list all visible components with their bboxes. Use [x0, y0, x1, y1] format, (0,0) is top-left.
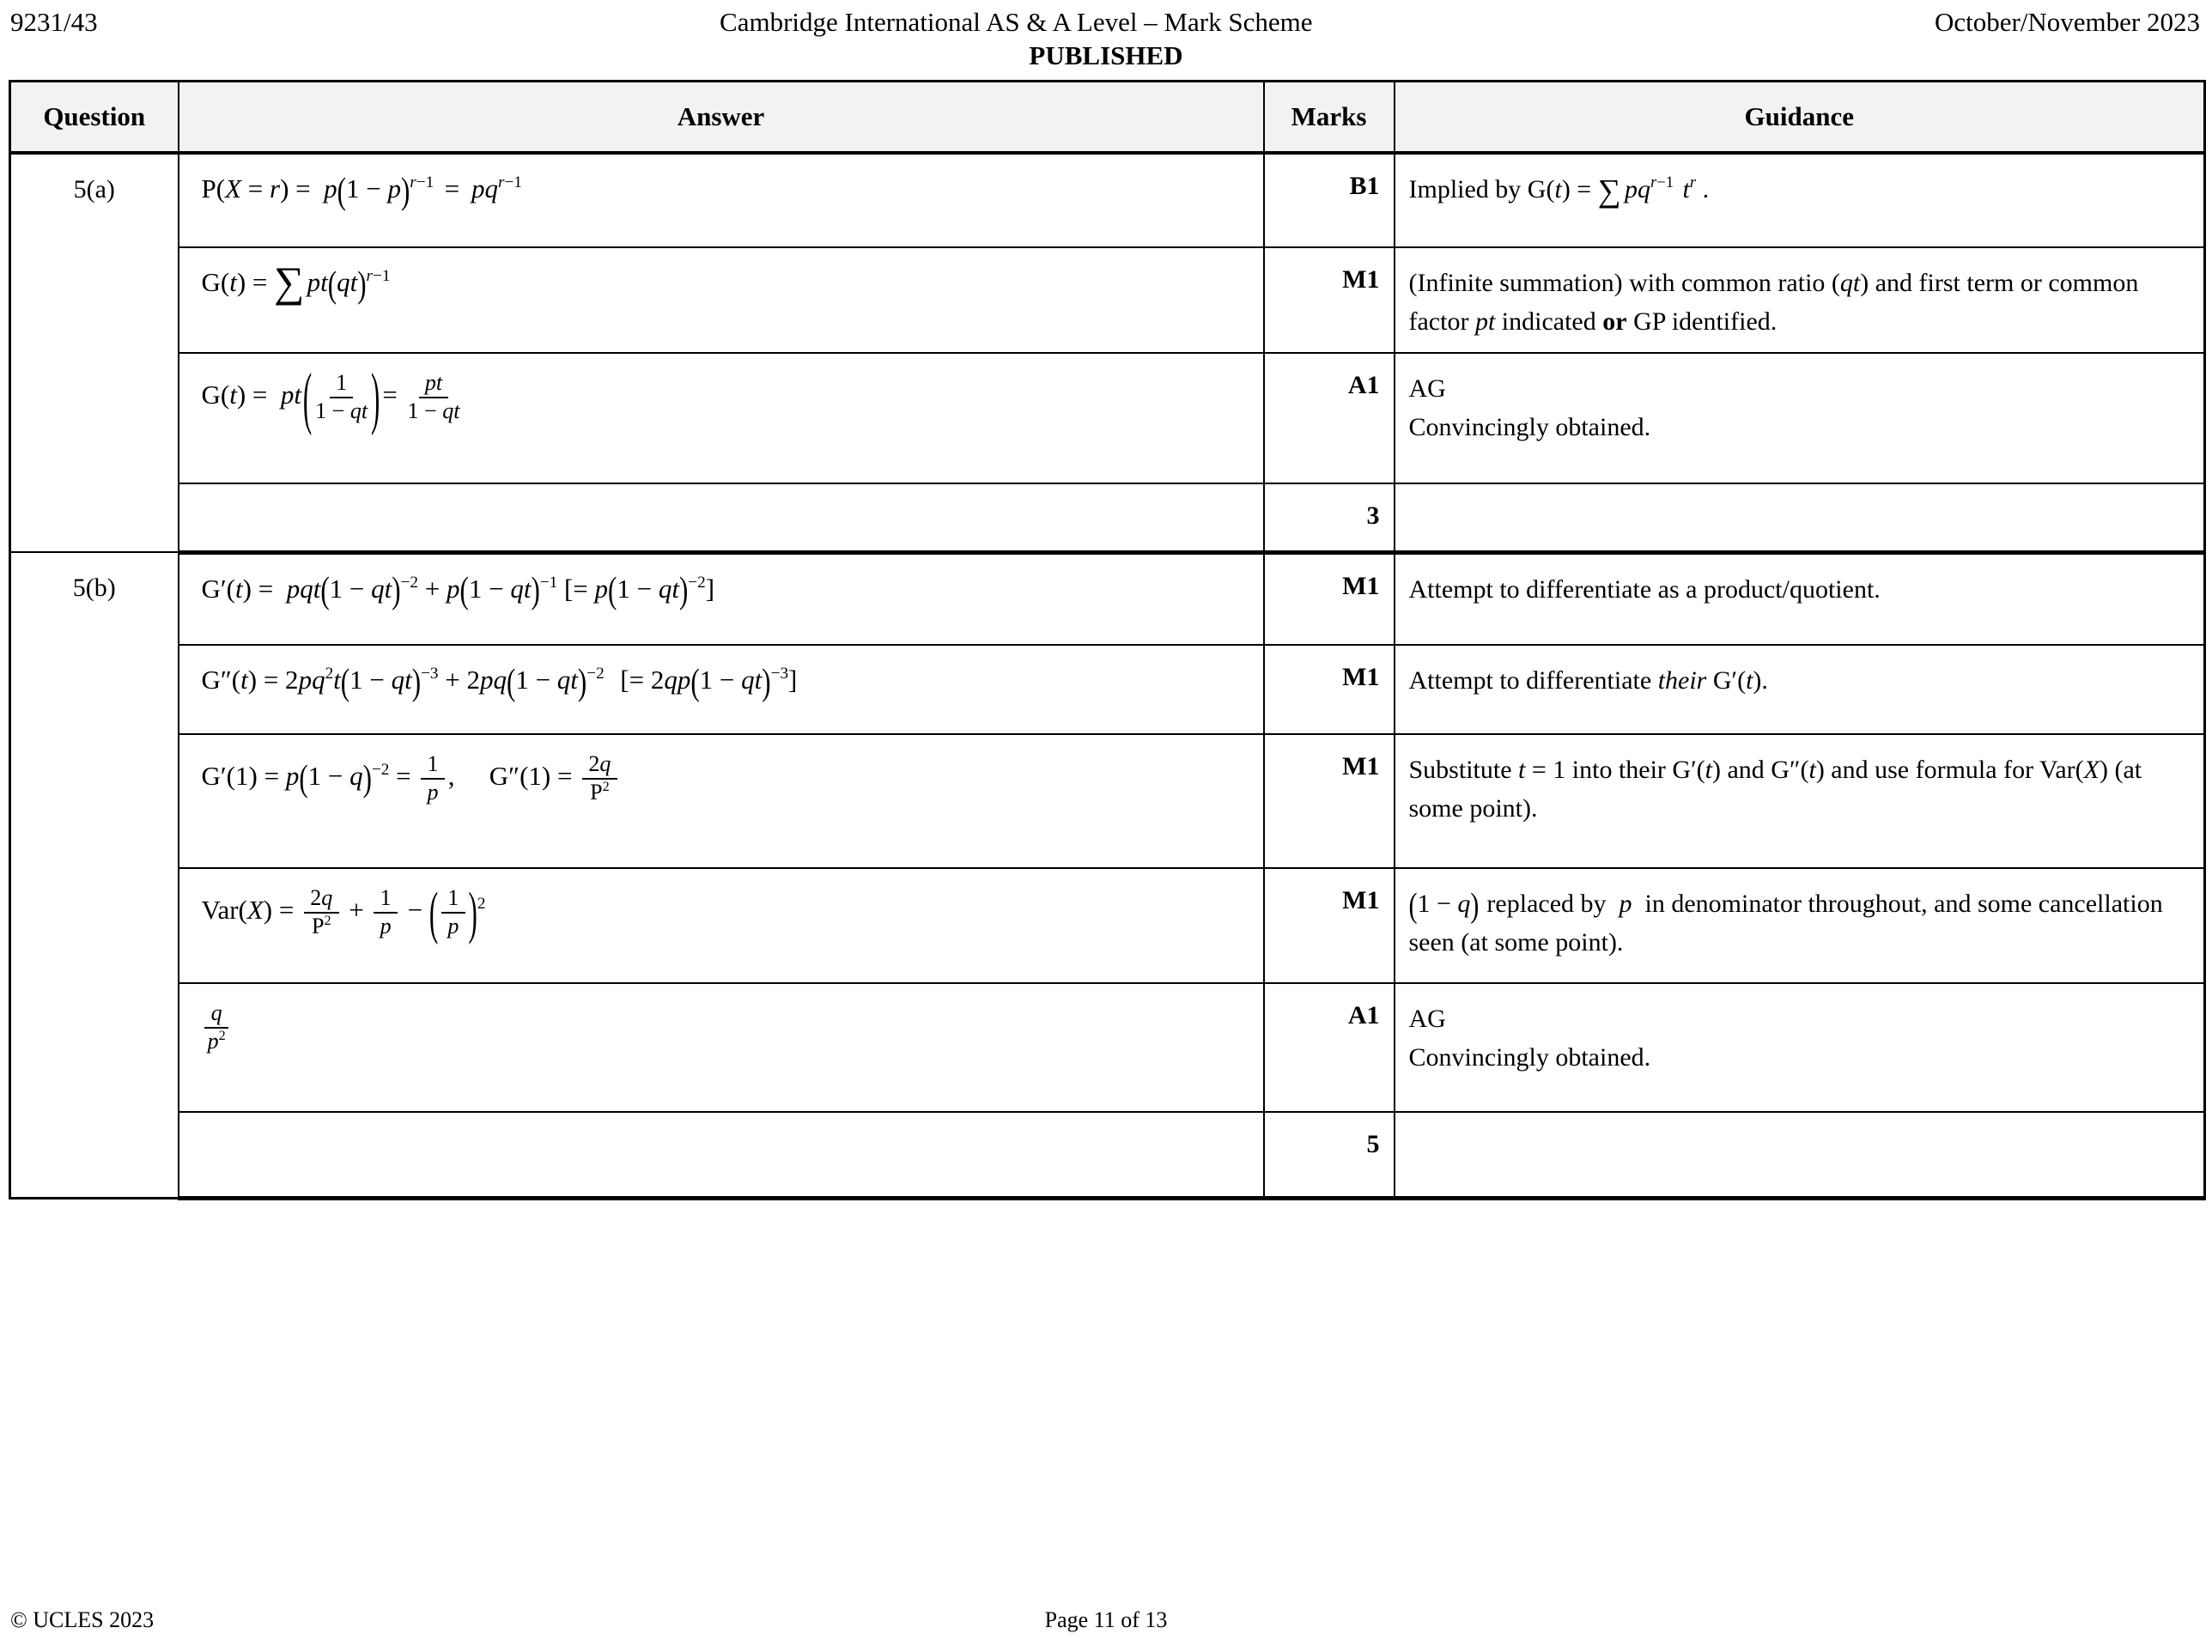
math-token: q [349, 760, 363, 791]
math-token: t [333, 665, 341, 695]
math-token: q [321, 885, 333, 910]
guidance-text [1409, 170, 2180, 209]
math-token: qt [658, 573, 679, 604]
math-token: pt [1474, 307, 1496, 336]
math-token [1650, 175, 1674, 191]
marks-cell: A1 [1264, 353, 1395, 483]
math-token: t [229, 267, 237, 297]
math-token: = [382, 379, 404, 410]
math-token: 2 [588, 751, 600, 776]
math-token [408, 371, 460, 424]
math-token: ) and use formula for Var( [1815, 756, 2084, 784]
math-token: p [447, 573, 460, 604]
math-token: ( [608, 568, 617, 611]
math-token: G′( [1706, 666, 1747, 695]
math-token: = [444, 173, 466, 203]
page-number-label: Page 11 of 13 [1044, 1607, 1168, 1632]
math-token: r [498, 173, 505, 192]
math-token: t [1554, 175, 1562, 203]
math-token [603, 780, 610, 794]
math-token: p [207, 1029, 219, 1054]
math-token: ) = 2 [247, 665, 299, 695]
math-token: ) = [280, 173, 318, 203]
guidance-cell [1395, 483, 2205, 552]
math-token: ] [705, 573, 715, 604]
math-token: G′(1) = [201, 760, 286, 791]
math-token [477, 896, 486, 912]
math-token: ) and G″( [1712, 756, 1809, 784]
math-token: −3 [421, 665, 439, 683]
math-token: ( [459, 568, 469, 611]
math-token: ) [577, 660, 587, 703]
math-token [441, 886, 465, 939]
math-token: 2 [218, 1029, 226, 1044]
math-token: r [410, 173, 416, 192]
math-token: p [380, 914, 392, 939]
math-token: 1 − [407, 398, 443, 424]
math-token: −1 [504, 173, 522, 192]
math-token [410, 174, 434, 191]
math-token: ). [1753, 666, 1768, 695]
math-token: −2 [371, 761, 390, 779]
guidance-text [1409, 369, 2180, 408]
table-header [10, 82, 2205, 154]
published-label: PUBLISHED [1029, 40, 1183, 70]
math-token: ∑ [1597, 173, 1621, 210]
math-token: pq [298, 665, 325, 695]
math-token: ) [762, 660, 771, 703]
math-token: Attempt to differentiate as a product/quotient. [1408, 574, 1881, 604]
answer-cell [179, 552, 1264, 645]
math-token: 1 − [515, 665, 557, 695]
mark-scheme-row [10, 483, 2205, 552]
math-token: t [1705, 756, 1712, 784]
math-token: [= 2 [620, 665, 665, 695]
math-token: 1 − [307, 760, 350, 791]
math-token: G″(1) = [489, 760, 580, 791]
math-token: ] [788, 665, 798, 695]
math-token: 1 − [329, 573, 372, 604]
math-token: GP identified. [1626, 307, 1778, 336]
math-token: ) [411, 660, 422, 703]
marks-cell: M1 [1264, 734, 1395, 868]
guidance-text [1409, 884, 2180, 962]
math-token [325, 665, 334, 682]
marks-cell: M1 [1264, 247, 1395, 353]
math-token: 2 [477, 895, 486, 913]
math-token: 1 [336, 370, 348, 395]
math-token: −1 [539, 573, 558, 592]
math-token: −2 [586, 665, 605, 683]
math-token: t [1746, 666, 1753, 695]
math-token [374, 886, 398, 939]
math-token: X [225, 173, 242, 203]
page-header [10, 7, 2200, 38]
column-header-marks: Marks [1264, 82, 1395, 154]
math-token: 1 − [315, 398, 350, 424]
math-token: t [1808, 756, 1816, 784]
session-label: October/November 2023 [1934, 7, 2200, 37]
math-token: 1 − [1417, 890, 1458, 918]
math-token: AG [1408, 374, 1446, 403]
column-header-guidance: Guidance [1395, 82, 2205, 154]
math-token: pt [307, 267, 328, 297]
math-token: pt [424, 370, 443, 395]
math-token: q [599, 751, 611, 776]
answer-cell [179, 153, 1264, 247]
mark-scheme-row [10, 1112, 2205, 1198]
math-token: p [324, 173, 337, 203]
answer-formula [201, 660, 1249, 703]
math-token: −2 [400, 573, 419, 592]
math-token: ( [690, 660, 700, 703]
answer-cell [179, 483, 1264, 552]
math-token: 2 [310, 885, 322, 910]
math-token [401, 574, 418, 591]
math-token: G″( [201, 665, 241, 695]
answer-formula [202, 1001, 1249, 1054]
math-token: ) [468, 878, 477, 945]
math-token [367, 268, 391, 284]
math-token: p [387, 173, 401, 203]
math-token: ( [340, 660, 350, 703]
guidance-cell [1395, 868, 2205, 983]
math-token [421, 665, 438, 682]
math-token: p [1619, 890, 1632, 918]
mark-scheme-row [10, 734, 2205, 868]
math-token: ( [428, 878, 439, 945]
question-cell: 5(a) [10, 153, 179, 552]
math-token [372, 762, 389, 778]
math-token: 1 − [468, 573, 511, 604]
math-token [315, 371, 368, 424]
math-token: ) [357, 263, 367, 306]
math-token: −1 [373, 267, 391, 286]
math-token: −2 [688, 573, 706, 592]
math-token: ( [1408, 886, 1418, 925]
answer-cell [179, 247, 1264, 353]
question-cell: 5(b) [10, 552, 179, 1198]
page-title: Cambridge International AS & A Level – Mark Scheme [720, 7, 1313, 37]
math-token: X [246, 894, 264, 925]
math-token: −1 [416, 173, 434, 192]
math-token: ∑ [274, 258, 305, 306]
math-token: (Infinite summation) with common ratio ( [1408, 269, 1840, 297]
mark-scheme-row [10, 868, 2205, 983]
math-token: [= [557, 573, 595, 604]
math-token: qp [664, 665, 691, 695]
math-token: t [240, 665, 248, 695]
math-token: + [342, 894, 371, 925]
math-token: r [270, 173, 281, 203]
math-token: ) [678, 568, 689, 611]
math-token: ( [320, 568, 330, 611]
math-token: G′( [201, 573, 235, 604]
math-token: 2 [324, 914, 331, 929]
math-token: 1 [380, 885, 392, 910]
math-token: pq [471, 173, 499, 203]
math-token: G( [201, 379, 230, 410]
math-token: pqt [286, 573, 321, 604]
math-token: ) [362, 756, 372, 799]
mark-scheme-row [10, 353, 2205, 483]
mark-scheme-row [10, 983, 2205, 1112]
math-token: 1 − [617, 573, 659, 604]
math-token: 1 [427, 751, 439, 776]
math-token: p [447, 914, 459, 939]
math-token: p [285, 760, 300, 791]
math-token [219, 1029, 226, 1043]
math-token: + [418, 573, 447, 604]
math-token: r [366, 267, 373, 286]
math-token: ) = [242, 573, 280, 604]
math-token: t [235, 573, 243, 604]
guidance-cell [1395, 247, 2205, 353]
math-token: AG [1408, 1005, 1446, 1033]
math-token: 1 [447, 885, 459, 910]
math-token [540, 574, 557, 591]
copyright-label: © UCLES 2023 [10, 1607, 155, 1632]
answer-cell [179, 868, 1264, 983]
math-token: ) = [263, 894, 301, 925]
math-token: ) [370, 357, 380, 436]
math-token: qt [442, 398, 460, 424]
math-token: qt [1839, 269, 1861, 297]
math-token: r [1650, 173, 1657, 192]
answer-cell [179, 1112, 1264, 1198]
guidance-cell [1395, 552, 2205, 645]
math-token: P( [201, 173, 226, 203]
answer-cell [179, 983, 1264, 1112]
guidance-text [1409, 1038, 2180, 1077]
math-token: qt [556, 665, 578, 695]
math-token: ) and first term or common factor [1408, 269, 2139, 336]
math-token: q [210, 1000, 222, 1025]
math-token: −3 [770, 665, 789, 683]
mark-scheme-row [10, 645, 2205, 734]
math-token: G( [201, 267, 230, 297]
math-token: −1 [1656, 173, 1674, 192]
math-token: p [427, 780, 439, 805]
math-token: replaced by [1486, 890, 1613, 918]
guidance-cell [1395, 153, 2205, 247]
marks-cell: B1 [1264, 153, 1395, 247]
math-token: qt [371, 573, 392, 604]
math-token: 1 − [345, 173, 388, 203]
math-token: 1 − [699, 665, 742, 695]
answer-cell [179, 353, 1264, 483]
math-token: ) [392, 568, 401, 611]
math-token: or [1602, 307, 1627, 336]
math-token: Substitute [1408, 756, 1519, 784]
math-token: qt [510, 573, 532, 604]
math-token [325, 914, 331, 928]
math-token [688, 574, 705, 591]
mark-scheme-body [10, 153, 2205, 1198]
math-token: ) [531, 568, 540, 611]
column-header-question: Question [10, 82, 179, 154]
math-token: their [1657, 666, 1707, 695]
math-token: X [2083, 756, 2100, 784]
math-token: qt [337, 267, 358, 297]
math-token: ( [506, 660, 516, 703]
math-token: t [1682, 175, 1690, 203]
marks-cell: 5 [1264, 1112, 1395, 1198]
math-token: qt [349, 398, 368, 424]
guidance-cell [1395, 353, 2205, 483]
math-token: ( [327, 263, 337, 306]
math-token: pt [280, 379, 302, 410]
math-token: Convincingly obtained. [1408, 1043, 1651, 1072]
math-token: ) [400, 169, 410, 212]
column-header-answer: Answer [179, 82, 1264, 154]
guidance-text [1409, 750, 2180, 828]
math-token [582, 752, 617, 805]
guidance-cell [1395, 1112, 2205, 1198]
answer-cell [179, 734, 1264, 868]
math-token: pq [479, 665, 507, 695]
math-token [586, 665, 604, 682]
marks-cell: 3 [1264, 483, 1395, 552]
mark-scheme-table [9, 80, 2206, 1200]
math-token: Convincingly obtained. [1408, 413, 1651, 441]
guidance-text [1409, 264, 2180, 341]
math-token: ) (at some point). [1408, 756, 2142, 823]
math-token: , [447, 760, 455, 791]
answer-formula [201, 169, 1249, 212]
math-token: pq [1624, 175, 1650, 203]
math-token: P [590, 780, 603, 805]
math-token: . [1696, 175, 1710, 203]
math-token [421, 752, 445, 805]
math-token: indicated [1495, 307, 1603, 336]
mark-scheme-row [10, 153, 2205, 247]
math-token: qt [391, 665, 412, 695]
math-token: Attempt to differentiate [1408, 666, 1658, 695]
math-token: 2 [602, 780, 610, 795]
math-token: ( [302, 357, 313, 436]
marks-cell: M1 [1264, 645, 1395, 734]
math-token: p [594, 573, 609, 604]
math-token: r [1689, 173, 1697, 192]
answer-formula [201, 357, 1249, 436]
math-token: + 2 [438, 665, 480, 695]
table-header-row [10, 82, 2205, 154]
math-token: in denominator throughout, and some cancellation seen (at some point). [1408, 890, 2163, 957]
math-token: − [400, 894, 429, 925]
mark-scheme-row [10, 247, 2205, 353]
math-token: qt [741, 665, 763, 695]
guidance-cell [1395, 983, 2205, 1112]
math-token [498, 174, 522, 191]
paper-code: 9231/43 [10, 7, 98, 37]
guidance-cell [1395, 645, 2205, 734]
math-token: Var( [201, 894, 247, 925]
math-token: = 1 into their G′( [1525, 756, 1705, 784]
answer-formula [201, 258, 1249, 306]
answer-formula [202, 752, 1249, 805]
guidance-cell [1395, 734, 2205, 868]
math-token: Implied by G( [1408, 175, 1555, 203]
math-token: ( [337, 169, 346, 212]
guidance-text [1409, 661, 2180, 700]
math-token [204, 1001, 228, 1054]
math-token [304, 886, 339, 939]
answer-cell [179, 645, 1264, 734]
marks-cell: M1 [1264, 552, 1395, 645]
math-token: = [389, 760, 418, 791]
math-token: P [312, 914, 325, 939]
math-token: ( [299, 756, 308, 799]
math-token: t [229, 379, 237, 410]
math-token: ) [1470, 886, 1480, 925]
math-token: q [1457, 890, 1471, 918]
math-token: ) = [236, 267, 275, 297]
math-token: t [1518, 756, 1526, 784]
math-token: ) = [1561, 175, 1598, 203]
math-token: 2 [325, 665, 334, 683]
answer-formula [201, 878, 1249, 945]
mark-scheme-row [10, 552, 2205, 645]
guidance-text [1409, 408, 2180, 446]
math-token: = [241, 173, 270, 203]
answer-formula [201, 568, 1249, 611]
math-token [771, 665, 788, 682]
marks-cell: A1 [1264, 983, 1395, 1112]
math-token: ) = [236, 379, 275, 410]
guidance-text [1409, 570, 2180, 609]
math-token: 1 − [349, 665, 392, 695]
guidance-text [1409, 999, 2180, 1038]
marks-cell: M1 [1264, 868, 1395, 983]
